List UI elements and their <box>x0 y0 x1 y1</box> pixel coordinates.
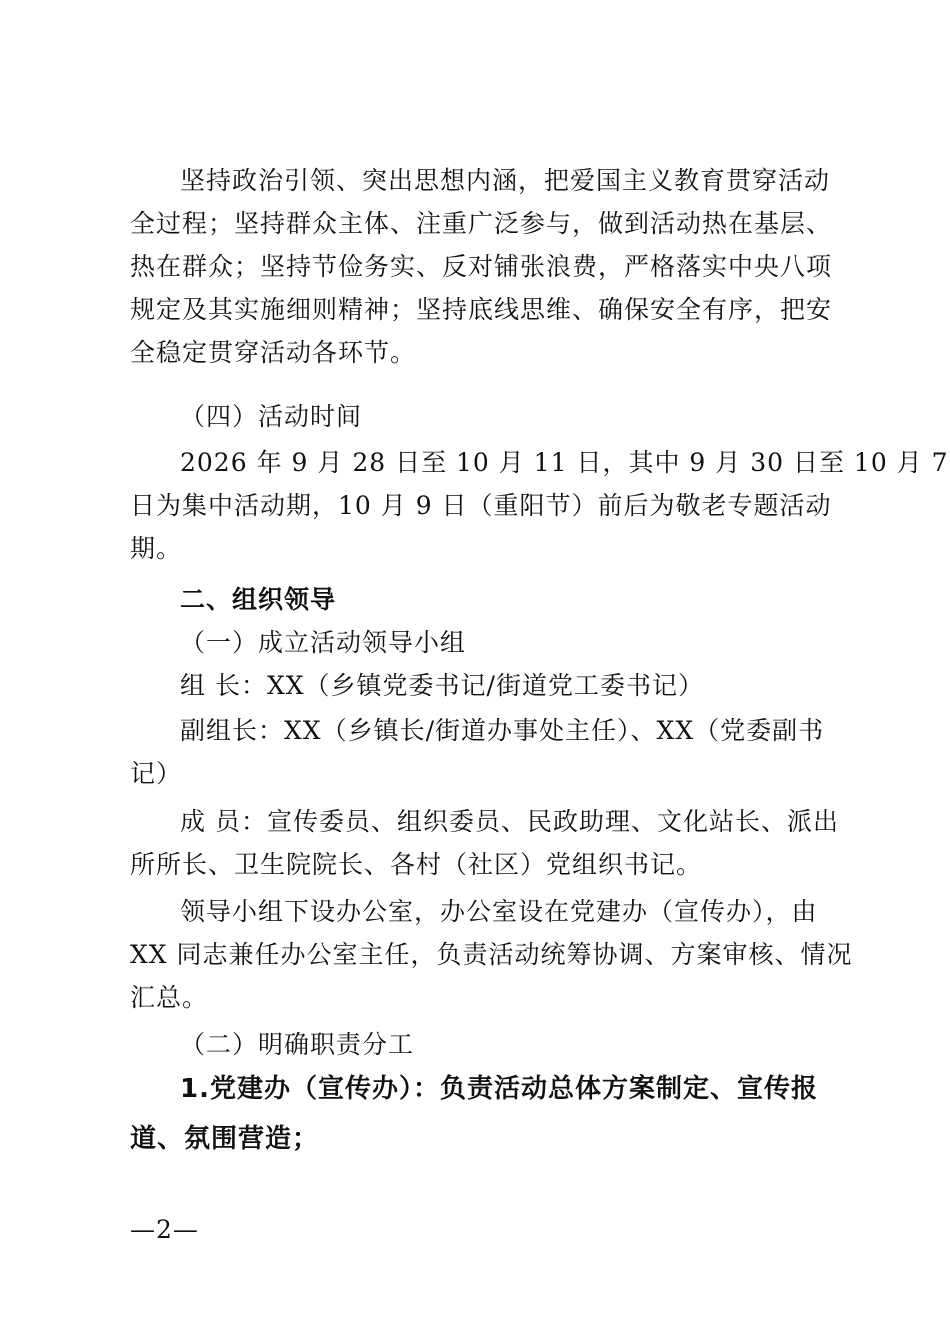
paragraph-principles <box>130 159 833 374</box>
text-line: 1.党建办（宣传办）：负责活动总体方案制定、宣传报 <box>180 1074 818 1104</box>
text-line: 日为集中活动期，10 月 9 日（重阳节）前后为敬老专题活动 <box>130 491 832 520</box>
text-line: 坚持政治引领、突出思想内涵，把爱国主义教育贯穿活动 <box>180 166 831 195</box>
heading-organization: 二、组织领导 <box>180 585 337 614</box>
text-line: 全过程；坚持群众主体、注重广泛参与，做到活动热在基层、 <box>130 209 833 238</box>
text-line: XX 同志兼任办公室主任，负责活动统筹协调、方案审核、情况 <box>130 940 853 969</box>
page-number: —2— <box>130 1215 199 1244</box>
deputy-leader <box>130 709 830 795</box>
office-paragraph <box>130 890 853 1019</box>
text-line: 全稳定贯穿活动各环节。 <box>130 338 417 367</box>
text-line: 热在群众；坚持节俭务实、反对铺张浪费，严格落实中央八项 <box>130 252 833 281</box>
leader-line: 组 长：XX（乡镇党委书记/街道党工委书记） <box>180 671 704 700</box>
text-line: 2026 年 9 月 28 日至 10 月 11 日，其中 9 月 30 日至 10 月 7 <box>180 448 949 477</box>
duty-item-1 <box>130 1064 830 1164</box>
text-line: 期。 <box>130 534 183 563</box>
text-line: 所所长、卫生院院长、各村（社区）党组织书记。 <box>130 850 703 879</box>
heading-leading-group: （一）成立活动领导小组 <box>180 628 467 657</box>
text-line: 记） <box>130 759 183 788</box>
paragraph-activity-time <box>130 441 949 570</box>
text-line: 领导小组下设办公室，办公室设在党建办（宣传办），由 <box>180 897 818 926</box>
members <box>130 800 839 886</box>
text-line: 汇总。 <box>130 983 209 1012</box>
text-line: 道、氛围营造； <box>130 1124 320 1154</box>
heading-duties: （二）明确职责分工 <box>180 1030 415 1059</box>
text-line: 成 员：宣传委员、组织委员、民政助理、文化站长、派出 <box>180 807 839 836</box>
text-line: 规定及其实施细则精神；坚持底线思维、确保安全有序，把安 <box>130 295 833 324</box>
heading-activity-time: （四）活动时间 <box>180 402 363 431</box>
text-line: 副组长：XX（乡镇长/街道办事处主任）、XX（党委副书 <box>180 716 825 745</box>
